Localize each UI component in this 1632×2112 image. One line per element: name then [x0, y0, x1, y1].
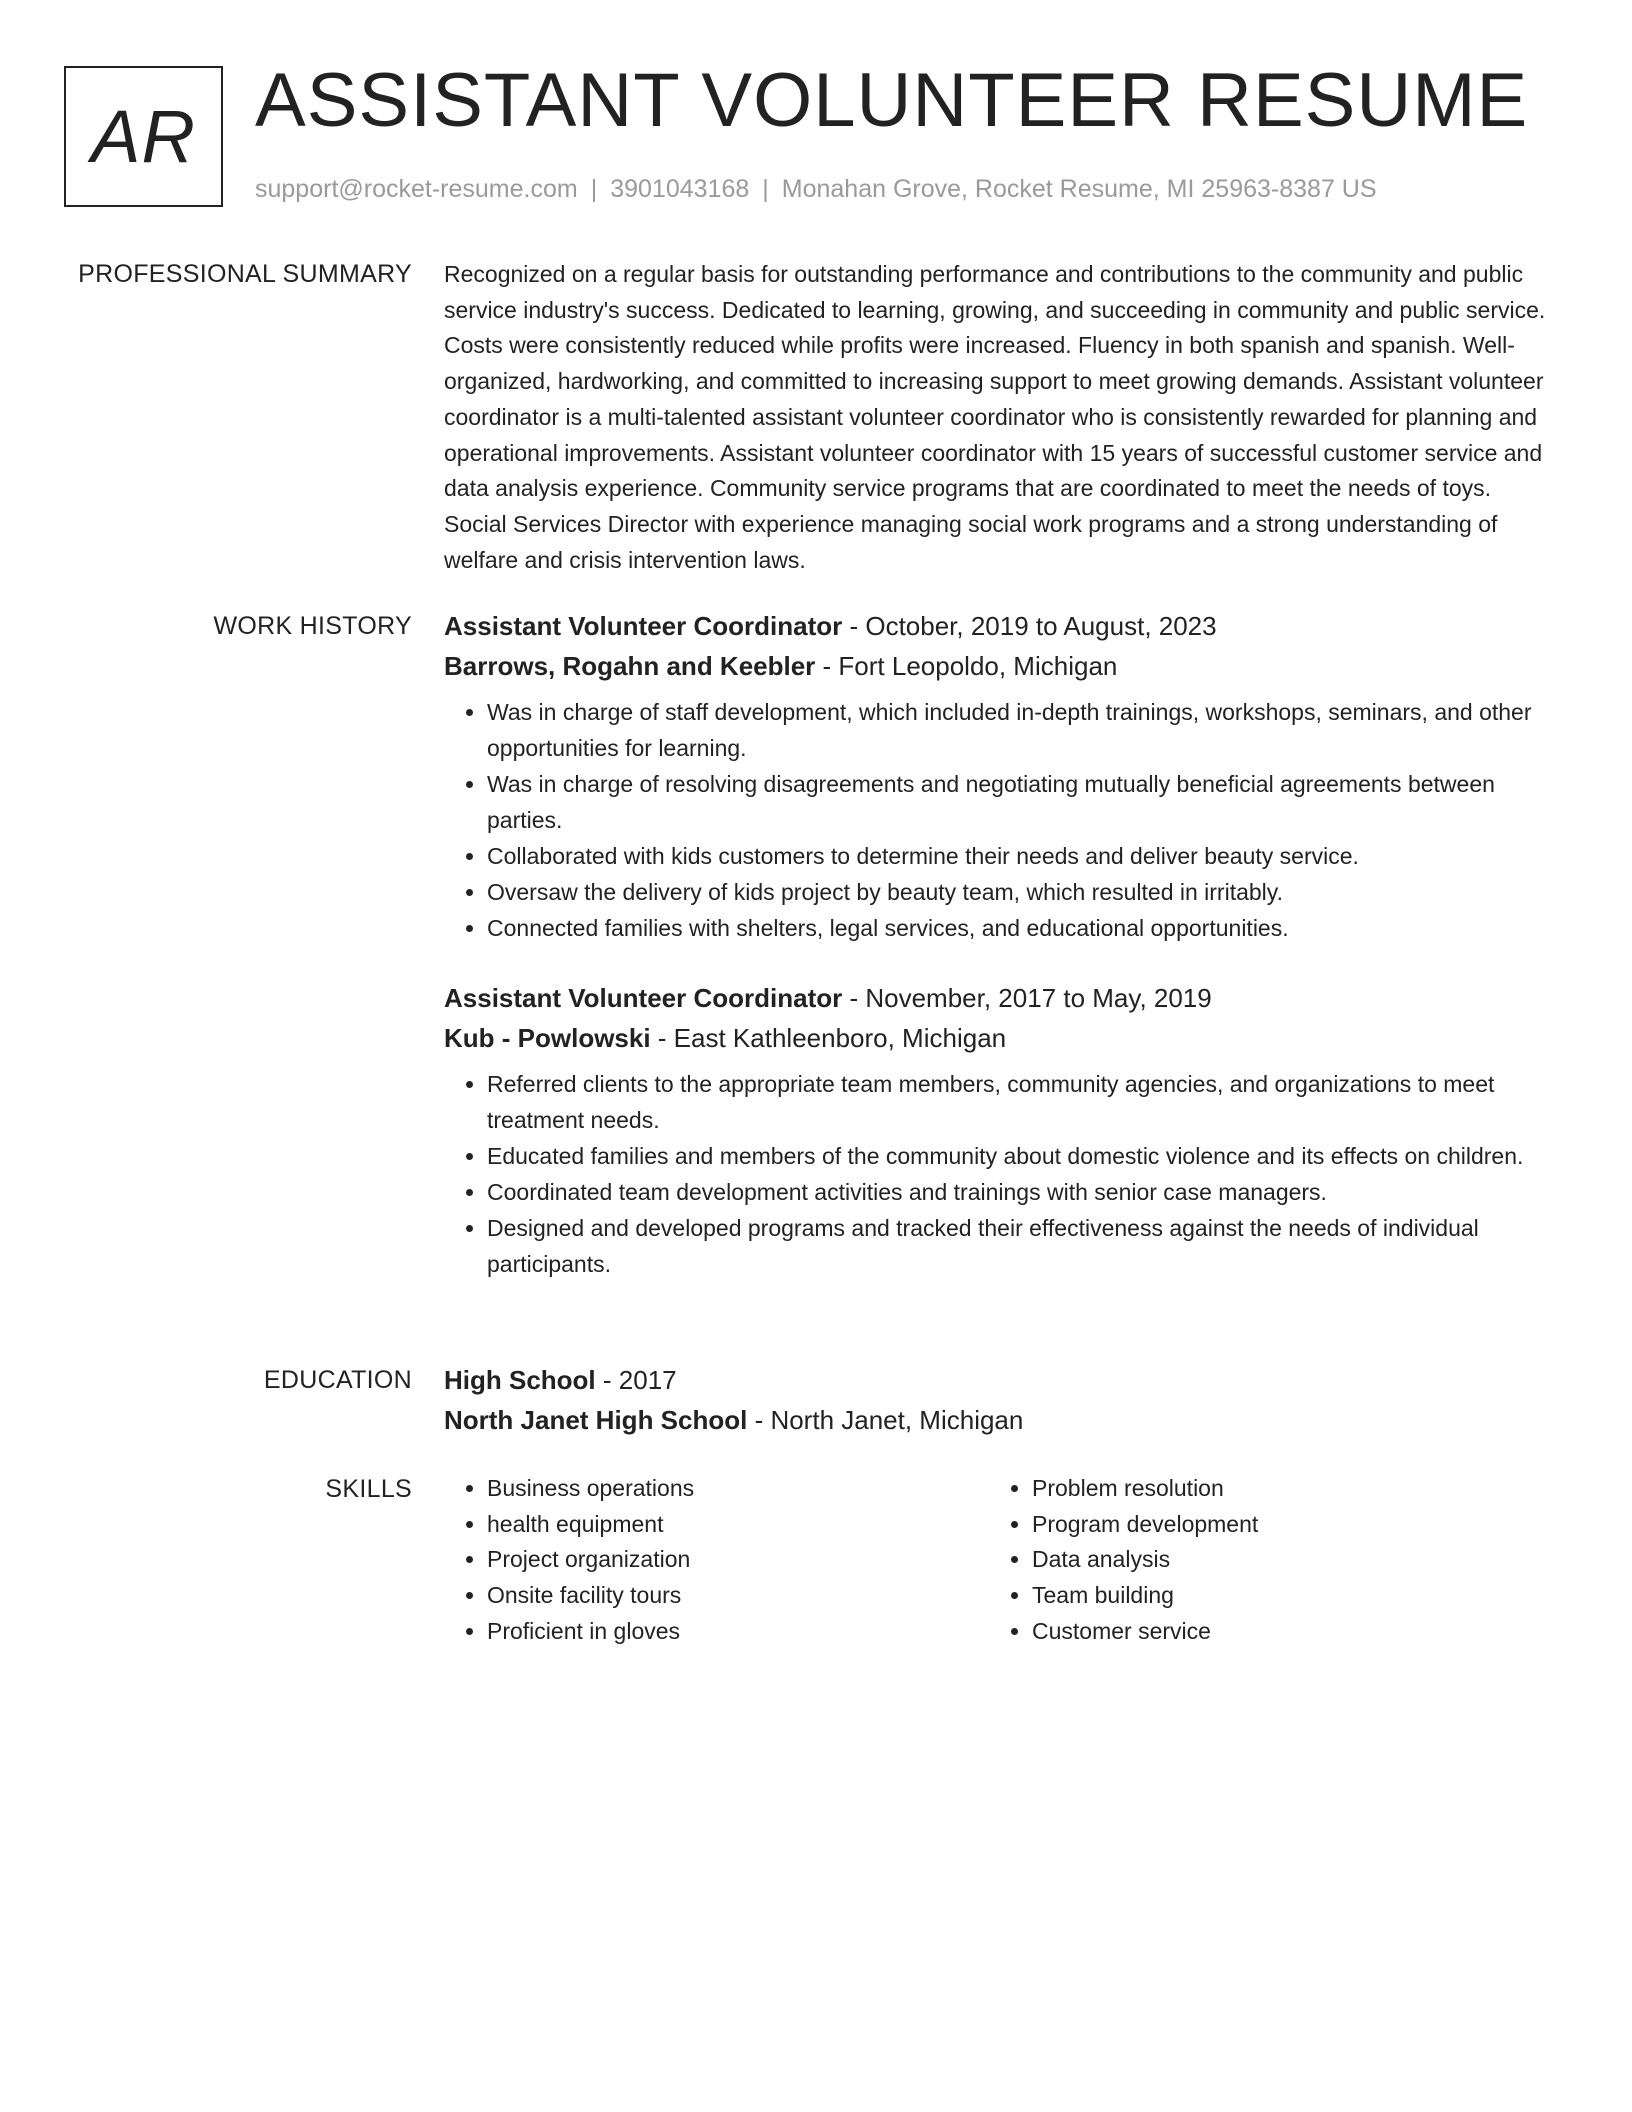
skill-item: • Project organization [487, 1542, 989, 1578]
skill-item: • Data analysis [1032, 1542, 1534, 1578]
list-item: • Was in charge of resolving disagreements and negotiating mutually beneficial agreements between parties. [487, 766, 1554, 838]
education-school: North Janet High School [444, 1405, 748, 1435]
job-company: Kub - Powlowski [444, 1023, 651, 1053]
job-title-line [444, 606, 1554, 646]
education-degree-line [444, 1360, 1554, 1400]
skill-item: • health equipment [487, 1507, 989, 1543]
job-title-line [444, 978, 1554, 1018]
contact-separator: | [762, 175, 769, 203]
education-location: - North Janet, Michigan [747, 1405, 1024, 1435]
job-location: - East Kathleenboro, Michigan [650, 1023, 1007, 1053]
job-company-line [444, 646, 1554, 686]
skill-item: • Business operations [487, 1471, 989, 1507]
skills-heading: SKILLS [325, 1475, 412, 1503]
job-entry [444, 606, 1554, 946]
job-dates: - October, 2019 to August, 2023 [842, 611, 1217, 641]
skill-item: • Proficient in gloves [487, 1614, 989, 1650]
skill-item: • Customer service [1032, 1614, 1534, 1650]
education-year: - 2017 [595, 1365, 677, 1395]
skill-item: • Program development [1032, 1507, 1534, 1543]
education-degree: High School [444, 1365, 596, 1395]
list-item: • Oversaw the delivery of kids project by beauty team, which resulted in irritably. [487, 874, 1554, 910]
list-item: • Educated families and members of the community about domestic violence and its effects on children. [487, 1138, 1554, 1174]
skills-grid [444, 1471, 1554, 1650]
job-title: Assistant Volunteer Coordinator [444, 611, 843, 641]
skill-item: • Onsite facility tours [487, 1578, 989, 1614]
job-bullets [444, 1066, 1554, 1282]
job-company-line [444, 1018, 1554, 1058]
work-history-heading: WORK HISTORY [213, 612, 412, 640]
list-item: • Designed and developed programs and tracked their effectiveness against the needs of individual participants. [487, 1210, 1554, 1282]
education-school-line [444, 1400, 1554, 1440]
contact-address: Monahan Grove, Rocket Resume, MI 25963-8387 US [781, 175, 1377, 203]
summary-text: Recognized on a regular basis for outstanding performance and contributions to the community and public service industry's success. Dedicated to learning, growing, and succeeding in community and public service. Costs were consistently reduced while profits were increased. Fluency in both spanish and spanish. Well-organized, hardworking, and committed to increasing support to meet growing demands. Assistant volunteer coordinator is a multi-talented assistant volunteer coordinator who is consistently rewarded for planning and operational improvements. Assistant volunteer coordinator with 15 years of successful customer service and data analysis experience. Community service programs that are coordinated to meet the needs of toys. Social Services Director with experience managing social work programs and a strong understanding of welfare and crisis intervention laws. [444, 261, 1546, 573]
job-company: Barrows, Rogahn and Keebler [444, 651, 816, 681]
skills-column-right [989, 1471, 1534, 1650]
skill-item: • Problem resolution [1032, 1471, 1534, 1507]
list-item: • Connected families with shelters, legal services, and educational opportunities. [487, 910, 1554, 946]
job-bullets [444, 694, 1554, 946]
job-entry [444, 978, 1554, 1282]
contact-separator: | [590, 175, 598, 203]
summary-heading: PROFESSIONAL SUMMARY [78, 260, 412, 288]
resume-title: ASSISTANT VOLUNTEER RESUME [255, 58, 1529, 143]
skills-column-left [444, 1471, 989, 1650]
job-location: - Fort Leopoldo, Michigan [815, 651, 1118, 681]
monogram-initials: AR [91, 95, 196, 178]
contact-email: support@rocket-resume.com [255, 175, 578, 203]
skill-item: • Team building [1032, 1578, 1534, 1614]
job-title: Assistant Volunteer Coordinator [444, 983, 843, 1013]
list-item: • Collaborated with kids customers to determine their needs and deliver beauty service. [487, 838, 1554, 874]
education-heading: EDUCATION [263, 1366, 412, 1394]
list-item: • Coordinated team development activities and trainings with senior case managers. [487, 1174, 1554, 1210]
list-item: • Referred clients to the appropriate team members, community agencies, and organizations to meet treatment needs. [487, 1066, 1554, 1138]
contact-line [255, 172, 1377, 206]
monogram-box [64, 66, 223, 207]
contact-phone: 3901043168 [610, 175, 750, 203]
list-item: • Was in charge of staff development, which included in-depth trainings, workshops, seminars, and other opportunities for learning. [487, 694, 1554, 766]
job-dates: - November, 2017 to May, 2019 [842, 983, 1212, 1013]
